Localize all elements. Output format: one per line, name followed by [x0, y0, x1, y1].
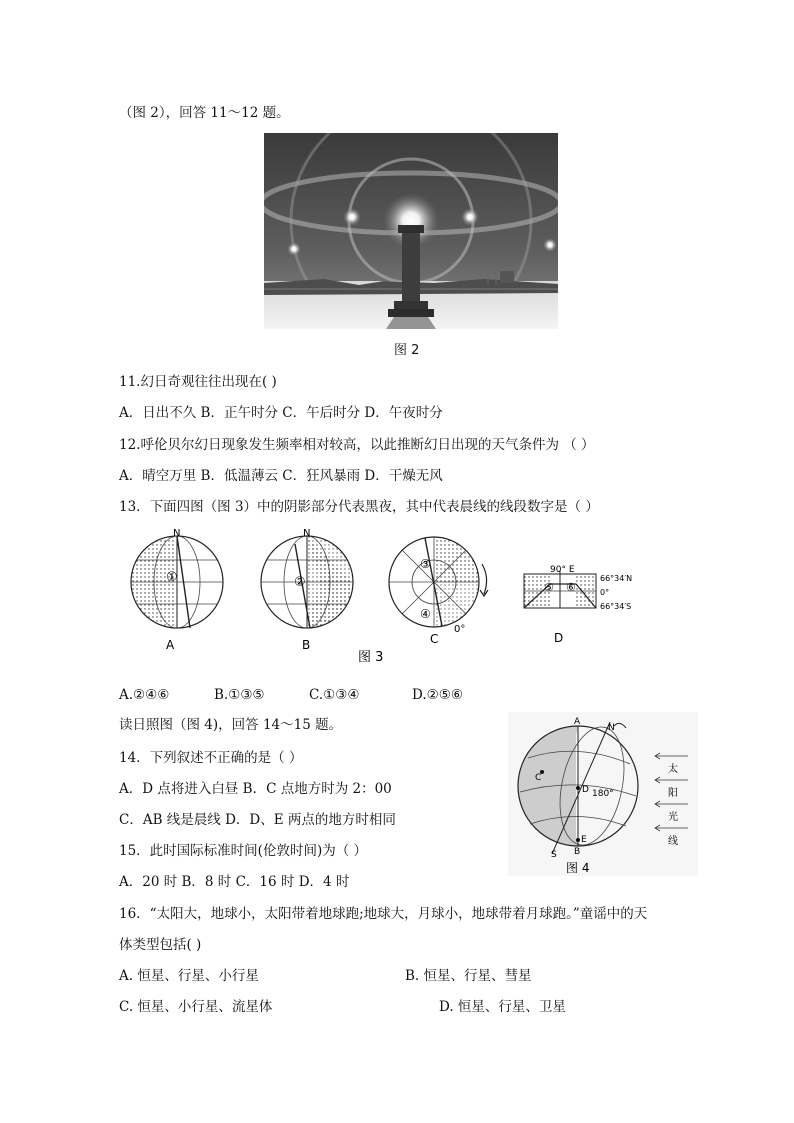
fig3-c-label: C	[430, 632, 439, 646]
q11-options: A．日出不久 B．正午时分 C．午后时分 D．午夜时分	[119, 405, 443, 421]
q16-stem-line1: 16．“太阳大，地球小，太阳带着地球跑;地球大，月球小，地球带着月球跑。”童谣中的天	[119, 906, 648, 922]
q15-stem: 15．此时国际标准时间(伦敦时间)为（ ）	[119, 843, 368, 859]
fig4-sun-4: 线	[668, 836, 678, 847]
fig3-d-eq: 0°	[600, 588, 610, 597]
q12-options: A．晴空万里 B．低温薄云 C．狂风暴雨 D．干燥无风	[119, 468, 443, 484]
fig4-label-s: S	[551, 850, 557, 860]
read-fig4-text: 读日照图（图 4)，回答 14～15 题。	[119, 717, 343, 733]
fig4-label-c: C	[535, 773, 542, 783]
fig3-a-num: ①	[166, 570, 178, 585]
fig3-d-top: 90° E	[550, 565, 575, 575]
fig4-diagram	[508, 712, 698, 876]
fig3-map-d	[524, 565, 632, 645]
q16-option-c: C. 恒星、小行星、流星体	[119, 999, 273, 1015]
fig4-sun-3: 光	[668, 812, 678, 823]
fig4-label-a: A	[574, 717, 581, 727]
fig3-caption: 图 3	[358, 650, 384, 665]
fig3-d-num5: ⑤	[544, 581, 554, 594]
q14-options-2: C．AB 线是晨线 D．D、E 两点的地方时相同	[119, 812, 396, 828]
fig3-a-n: N	[173, 528, 181, 539]
q15-options: A．20 时 B．8 时 C．16 时 D．4 时	[119, 874, 350, 890]
q16-option-b: B. 恒星、行星、彗星	[405, 968, 532, 984]
fig2-caption: 图 2	[394, 343, 420, 358]
fig4-label-e: E	[581, 835, 587, 845]
fig3-a-label: A	[166, 638, 175, 652]
fig4-sun-1: 太	[668, 764, 678, 775]
fig4-label-n: N	[608, 723, 615, 733]
q13-option-b: B.①③⑤	[214, 687, 265, 703]
q13-option-c: C.①③④	[309, 687, 360, 703]
fig2-halo-photo	[264, 133, 558, 329]
q14-options-1: A．D 点将进入白昼 B．C 点地方时为 2：00	[119, 781, 392, 797]
fig3-globe-a	[131, 528, 223, 652]
fig4-label-b: B	[574, 847, 581, 857]
fig3-b-n: N	[303, 528, 311, 539]
fig3-c-num3: ③	[420, 557, 431, 571]
fig3-diagram	[120, 528, 680, 668]
fig3-d-num6: ⑥	[566, 581, 576, 594]
fig3-b-label: B	[302, 638, 311, 652]
q13-option-a: A.②④⑥	[119, 687, 170, 703]
q11-stem: 11.幻日奇观往往出现在( )	[119, 374, 277, 390]
fig3-c-num4: ④	[420, 607, 431, 621]
fig4-deg: 180°	[592, 789, 614, 799]
q16-option-a: A. 恒星、行星、小行星	[119, 968, 259, 984]
fig3-d-n66: 66°34′N	[600, 574, 633, 583]
fig3-d-label: D	[554, 631, 564, 645]
q12-stem: 12.呼伦贝尔幻日现象发生频率相对较高，以此推断幻日出现的天气条件为 （ ）	[119, 437, 595, 453]
fig4-sun-2: 阳	[668, 788, 678, 799]
q16-option-d: D. 恒星、行星、卫星	[439, 999, 566, 1015]
fig4-caption: 图 4	[566, 861, 590, 875]
q14-stem: 14．下列叙述不正确的是（ ）	[119, 750, 303, 766]
q13-stem: 13．下面四图（图 3）中的阴影部分代表黑夜，其中代表晨线的线段数字是（ ）	[119, 499, 599, 515]
fig3-globe-b	[261, 528, 353, 652]
fig3-globe-c	[389, 537, 488, 646]
fig3-b-num: ②	[294, 575, 306, 590]
q13-option-d: D.②⑤⑥	[412, 687, 463, 703]
fig4-label-d: D	[582, 785, 589, 795]
intro-text: （图 2），回答 11～12 题。	[119, 105, 290, 121]
fig3-c-deg: 0°	[454, 624, 466, 635]
q16-stem-line2: 体类型包括( )	[119, 937, 202, 953]
fig3-d-s66: 66°34′S	[600, 602, 632, 611]
